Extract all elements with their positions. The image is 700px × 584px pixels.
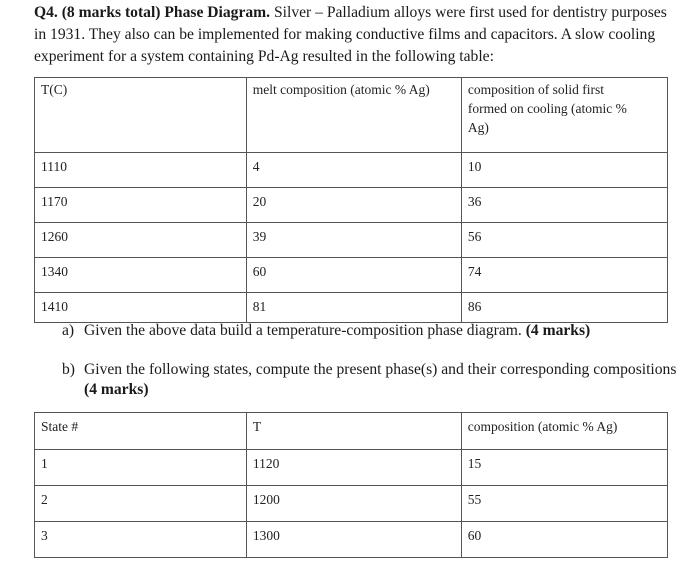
part-b-marks: (4 marks): [84, 381, 149, 398]
cell-melt-composition: 20: [246, 188, 461, 223]
cell-state: 2: [35, 486, 247, 522]
cell-temperature: 1410: [35, 293, 247, 323]
table-row: [35, 223, 668, 258]
cell-composition: 15: [461, 450, 667, 486]
table-row: [35, 153, 668, 188]
states-table: [34, 412, 668, 558]
table-row: [35, 258, 668, 293]
table-row: [35, 293, 668, 323]
cell-t: 1120: [246, 450, 461, 486]
cell-temperature: 1340: [35, 258, 247, 293]
cell-t: 1300: [246, 522, 461, 558]
cell-melt-composition: 4: [246, 153, 461, 188]
cell-composition: 55: [461, 486, 667, 522]
question-number: Q4.: [34, 4, 58, 21]
cell-melt-composition: 81: [246, 293, 461, 323]
part-a-marks: (4 marks): [525, 322, 591, 339]
part-b-text: Given the following states, compute the present phase(s) and their corresponding compositions: [84, 361, 677, 378]
cell-temperature: 1170: [35, 188, 247, 223]
header-temperature: T(C): [35, 78, 247, 153]
intro-line-1: [34, 2, 700, 24]
intro-line-3: experiment for a system containing Pd-Ag resulted in the following table:: [34, 48, 494, 65]
header-composition: composition (atomic % Ag): [461, 413, 667, 450]
header-melt-composition: melt composition (atomic % Ag): [246, 78, 461, 153]
header-solid-line-3: Ag): [467, 120, 489, 135]
cell-solid-composition: 10: [461, 153, 667, 188]
cell-solid-composition: 36: [461, 188, 667, 223]
cell-melt-composition: 39: [246, 223, 461, 258]
header-solid-line-2: formed on cooling (atomic %: [467, 101, 627, 116]
cell-temperature: 1110: [35, 153, 247, 188]
intro-line-1-rest: Silver – Palladium alloys were first used for dentistry purposes: [270, 4, 667, 21]
cell-t: 1200: [246, 486, 461, 522]
cell-solid-composition: 74: [461, 258, 667, 293]
cell-melt-composition: 60: [246, 258, 461, 293]
table-row: [35, 450, 668, 486]
cell-temperature: 1260: [35, 223, 247, 258]
table-row: [35, 486, 668, 522]
question-marks: (8 marks total): [61, 4, 161, 21]
question-title: Phase Diagram.: [164, 4, 271, 21]
header-solid-line-1: composition of solid first: [467, 82, 604, 97]
intro-line-2: in 1931. They also can be implemented for making conductive films and capacitors. A slow cooling: [34, 26, 656, 43]
header-t: T: [246, 413, 461, 450]
cell-state: 1: [35, 450, 247, 486]
question-intro: [34, 2, 700, 68]
cell-state: 3: [35, 522, 247, 558]
header-state: State #: [35, 413, 247, 450]
part-a-text: Given the above data build a temperature-composition phase diagram.: [84, 322, 522, 339]
part-b-label: b): [62, 361, 75, 378]
cell-solid-composition: 86: [461, 293, 667, 323]
cell-solid-composition: 56: [461, 223, 667, 258]
header-solid-composition: [461, 78, 667, 153]
table-row: [35, 188, 668, 223]
cell-composition: 60: [461, 522, 667, 558]
cooling-data-table: [34, 77, 668, 323]
part-a-label: a): [62, 322, 75, 339]
table-header-row: [35, 413, 668, 450]
table-header-row: [35, 78, 668, 153]
table-row: [35, 522, 668, 558]
